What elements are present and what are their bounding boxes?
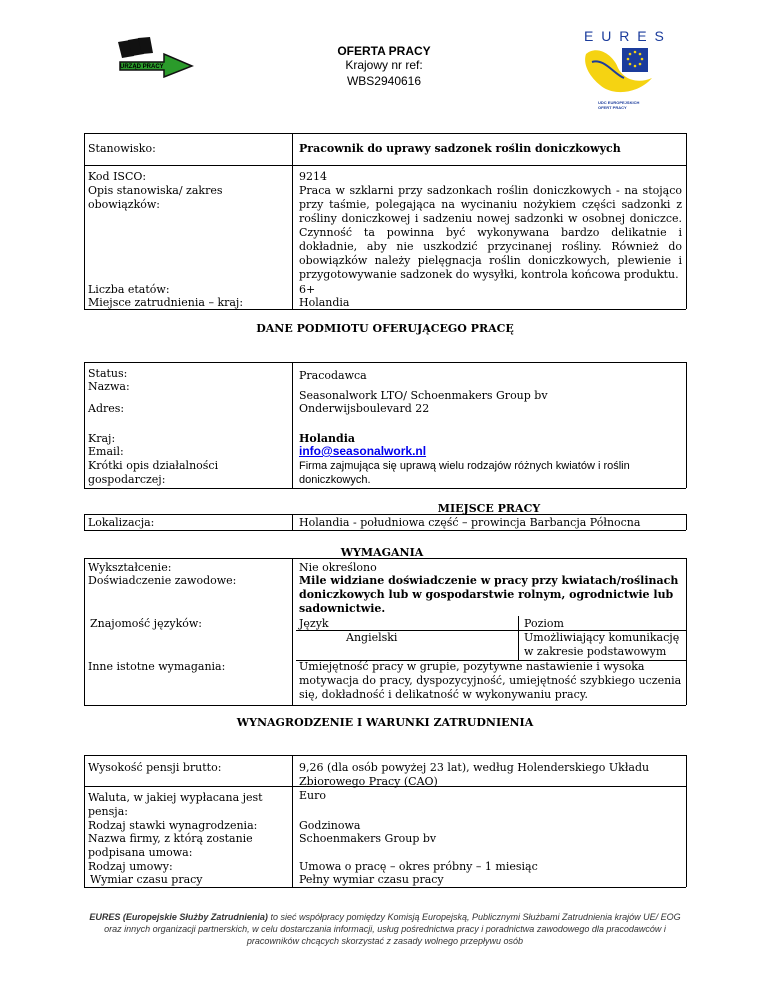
company-label: Nazwa firmy, z którą zostanie podpisana umowa: [88,832,253,859]
language-value: Angielski [346,631,398,644]
position-label: Stanowisko: [88,142,156,155]
divider [518,616,519,660]
footer-bold: EURES (Europejskie Służby Zatrudnienia) [89,912,268,922]
language-col-header: Język [299,617,329,630]
divider [84,514,686,515]
salary-heading: WYNAGRODZENIE I WARUNKI ZATRUDNIENIA [236,716,534,729]
divider [84,755,686,756]
divider [84,514,85,530]
positions-value: 6+ [299,283,316,296]
email-link[interactable]: info@seasonalwork.nl [299,444,427,458]
name-value: Seasonalwork LTO/ Schoenmakers Group bv [299,389,548,402]
country-value: Holandia [299,296,350,309]
education-label: Wykształcenie: [88,561,172,574]
status-value: Pracodawca [299,369,367,382]
currency-label: Waluta, w jakiej wypłacana jest pensja: [88,791,263,818]
divider [84,558,686,559]
footer-text [84,911,686,947]
footer-rest: to sieć współpracy pomiędzy Komisją Europejską, Publicznymi Służbami Zatrudnienia krajów UE/ EOG oraz innych organizacji partnerskich, w celu dostarczania informacji, usług pośrednictwa pracy i poradnictwa zawodowego dla pracodawców i pracowników chcących skorzystać z zasady wolnego przepływu osób [104,912,681,946]
address-value: Onderwijsboulevard 22 [299,402,430,415]
company-value: Schoenmakers Group bv [299,832,437,845]
workplace-heading: MIEJSCE PRACY [437,502,541,515]
eures-logo-sub: UDC EUROPEJSKICH OFERT PRACY [598,100,640,110]
divider [292,133,293,309]
description-value: Praca w szklarni przy sadzonkach roślin doniczkowych - na stojąco przy taśmie, polegająca na wycinaniu nożykiem części sadzonki z rośliny doniczkowej i sadzeniu nowej sadzonki w osobnej doniczce. Czynność ta powinna być wykonywana bardzo delikatnie i dokładnie, aby nie uszkodzić przycinanej rośliny. Również do obowiązków należy pielęgnacja roślin doniczkowych, plewienie i przygotowywanie sadzonek do wysyłki, kontrola końcowa produktu. [299,184,682,281]
experience-label: Doświadczenie zawodowe: [88,574,237,587]
page-title: OFERTA PRACY [337,44,431,58]
divider [84,362,686,363]
divider [292,755,293,887]
rate-label: Rodzaj stawki wynagrodzenia: [88,819,258,832]
email-label: Email: [88,445,124,458]
divider [84,133,85,309]
level-col-header: Poziom [524,617,564,630]
divider [84,133,686,134]
languages-label: Znajomość języków: [90,617,203,630]
other-req-value: Umiejętność pracy w grupie, pozytywne nastawienie i wysoka motywacja do pracy, dyspozycyjność, umiejętność szybkiego uczenia się, dokładność i delikatność w wykonywaniu pracy. [299,660,682,701]
employer-country-value: Holandia [299,432,356,445]
positions-label: Liczba etatów: [88,283,170,296]
divider [686,558,687,705]
divider [686,362,687,488]
ref-label: Krajowy nr ref: [345,58,423,72]
activity-value: Firma zajmująca się uprawą wielu rodzajów różnych kwiatów i roślin doniczkowych. [299,460,630,486]
divider [84,887,686,888]
hours-value: Pełny wymiar czasu pracy [299,873,444,886]
urzad-pracy-logo-text: URZĄD PRACY [120,64,164,70]
location-value: Holandia - południowa część – prowincja Barbancja Północna [299,516,641,529]
contract-value: Umowa o pracę – okres próbny – 1 miesiąc [299,860,538,873]
address-label: Adres: [88,402,125,415]
employer-country-label: Kraj: [88,432,116,445]
isco-label: Kod ISCO: [88,170,147,183]
divider [84,488,686,489]
activity-label: Krótki opis działalności gospodarczej: [88,459,219,486]
description-label: Opis stanowiska/ zakres obowiązków: [88,184,223,211]
currency-value: Euro [299,789,326,802]
divider [686,133,687,309]
name-label: Nazwa: [88,380,130,393]
country-label: Miejsce zatrudnienia – kraj: [88,296,244,309]
employer-heading: DANE PODMIOTU OFERUJĄCEGO PRACĘ [256,322,514,335]
divider [84,558,85,705]
contract-label: Rodzaj umowy: [88,860,173,873]
level-value: Umożliwiający komunikację w zakresie podstawowym [524,631,680,658]
eures-logo-text: E U R E S [584,28,666,44]
divider [84,530,686,531]
rate-value: Godzinowa [299,819,361,832]
status-label: Status: [88,367,128,380]
hours-label: Wymiar czasu pracy [90,873,203,886]
divider [292,558,293,705]
divider [84,705,686,706]
requirements-heading: WYMAGANIA [340,546,424,559]
position-value: Pracownik do uprawy sadzonek roślin doniczkowych [299,142,621,155]
divider [292,514,293,530]
gross-label: Wysokość pensji brutto: [88,761,222,774]
experience-value: Mile widziane doświadczenie w pracy przy kwiatach/roślinach doniczkowych lub w gospodarstwie rolnym, ogrodnictwie lub sadownictwie. [299,574,679,615]
divider [84,362,85,488]
location-label: Lokalizacja: [88,516,155,529]
education-value: Nie określono [299,561,377,574]
divider [686,514,687,530]
eures-logo [568,28,668,110]
divider [686,755,687,887]
ref-number: WBS2940616 [346,74,422,88]
urzad-pracy-logo [112,36,204,78]
divider [84,755,85,887]
gross-value: 9,26 (dla osób powyżej 23 lat), według Holenderskiego Układu Zbiorowego Pracy (CAO) [299,761,650,788]
isco-value: 9214 [299,170,327,183]
other-req-label: Inne istotne wymagania: [88,660,226,673]
divider [292,362,293,488]
divider [84,165,686,166]
